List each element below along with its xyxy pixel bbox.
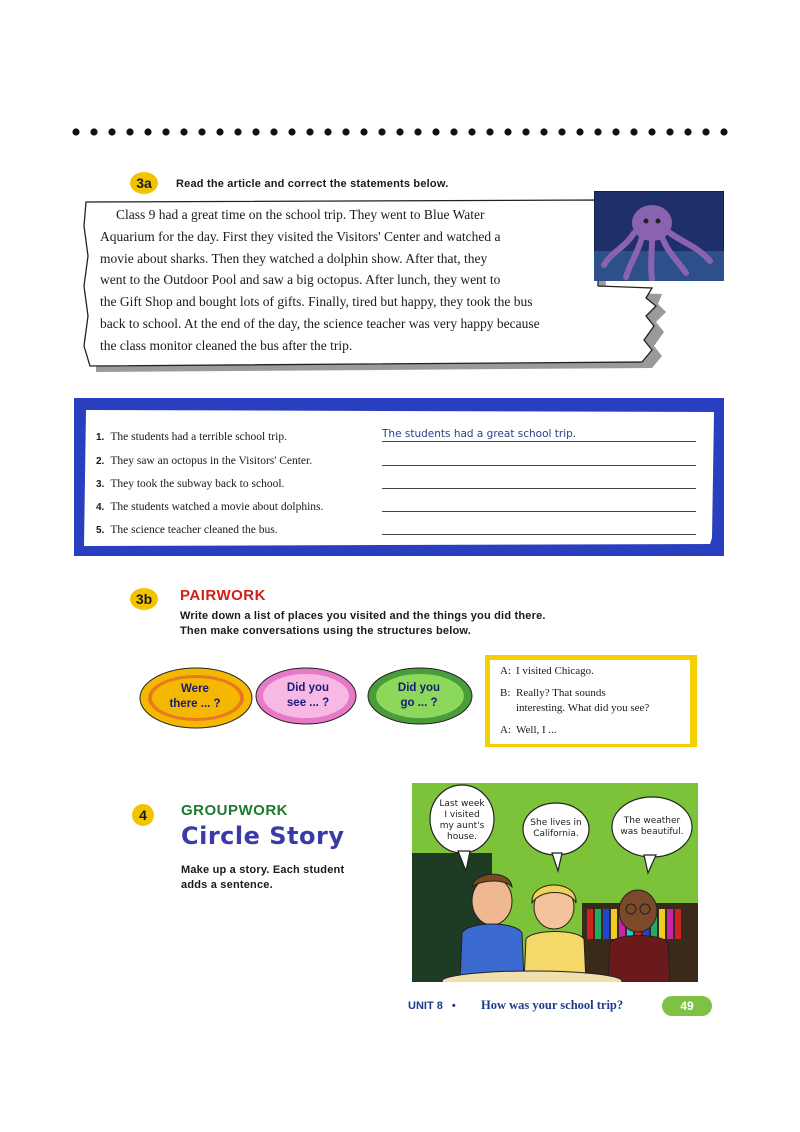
section-3b-instruction-1: Write down a list of places you visited and the things you did there. <box>180 610 546 622</box>
footer-bullet: • <box>451 1000 456 1012</box>
circle-story-title: Circle Story <box>181 822 345 850</box>
groupwork-heading: GROUPWORK <box>181 802 288 819</box>
article-text <box>100 204 660 357</box>
section-3a-instruction: Read the article and correct the statements below. <box>176 178 449 190</box>
speech-line: California. <box>533 829 579 839</box>
speech-line: my aunt's <box>439 821 485 831</box>
dotted-divider <box>70 124 730 140</box>
section-4-instruction-2: adds a sentence. <box>181 879 273 891</box>
article-line: the class monitor cleaned the bus after the trip. <box>100 337 353 353</box>
bubble-line: see ... ? <box>286 697 330 709</box>
answer-line-1[interactable] <box>382 441 696 442</box>
speech-line: was beautiful. <box>620 827 684 837</box>
statement-number: 3. <box>96 479 105 490</box>
section-4-instruction-1: Make up a story. Each student <box>181 864 345 876</box>
speaker-label: A: <box>500 665 511 677</box>
section-badge-3b: 3b <box>130 588 158 610</box>
bubble-did-you-go <box>374 681 464 711</box>
dialog-text: Really? That sounds <box>516 687 606 699</box>
section-badge-4: 4 <box>132 804 154 826</box>
article-line: went to the Outdoor Pool and saw a big octopus. After lunch, they went to <box>100 272 501 288</box>
answer-1[interactable]: The students had a great school trip. <box>382 428 577 440</box>
footer-title: How was your school trip? <box>481 998 624 1012</box>
bubble-line: there ... ? <box>169 698 221 710</box>
pairwork-heading: PAIRWORK <box>180 587 266 604</box>
dialog-text: interesting. What did you see? <box>516 702 650 714</box>
classroom-cartoon <box>412 783 698 982</box>
answer-line-5[interactable] <box>382 534 696 535</box>
section-3b-instruction-2: Then make conversations using the structures below. <box>180 625 471 637</box>
section-badge-3a: 3a <box>130 172 158 194</box>
article-line: Class 9 had a great time on the school trip. They went to Blue Water <box>116 207 485 222</box>
dialog-text: Well, I ... <box>516 724 557 736</box>
statement-number: 1. <box>96 432 105 443</box>
speech-line: house. <box>446 832 477 842</box>
speech-line: Last week <box>439 799 485 809</box>
statement-number: 5. <box>96 525 105 536</box>
statement-number: 4. <box>96 502 105 513</box>
speech-line: I visited <box>444 810 480 820</box>
statement-1 <box>96 431 287 443</box>
bubble-did-you-see <box>263 681 353 711</box>
bubble-line: Did you <box>397 682 441 694</box>
speaker-label: B: <box>500 687 511 699</box>
statement-text: The students watched a movie about dolphins. <box>110 501 324 513</box>
statement-4 <box>96 501 323 513</box>
bubble-line: go ... ? <box>400 697 438 709</box>
speech-bubble-1 <box>432 799 492 843</box>
article-line: Aquarium for the day. First they visited the Visitors' Center and watched a <box>100 228 501 244</box>
statement-5 <box>96 524 278 536</box>
speech-bubble-2 <box>522 818 590 840</box>
article-line: back to school. At the end of the day, the science teacher was very happy because <box>100 315 540 331</box>
statement-number: 2. <box>96 456 105 467</box>
unit-label: UNIT 8 <box>408 1000 443 1012</box>
speaker-label: A: <box>500 724 511 736</box>
bubble-line: Did you <box>286 682 330 694</box>
statement-text: They saw an octopus in the Visitors' Center. <box>110 455 313 467</box>
dialog-line-a1 <box>500 664 594 679</box>
speech-line: She lives in <box>530 818 582 828</box>
statement-3 <box>96 478 284 490</box>
speech-line: The weather <box>623 816 681 826</box>
bubble-were-there <box>150 682 240 712</box>
answer-line-3[interactable] <box>382 488 696 489</box>
statement-text: The science teacher cleaned the bus. <box>110 524 278 536</box>
article-line: the Gift Shop and bought lots of gifts. Finally, tired but happy, they took the bus <box>100 294 533 310</box>
dialog-text: I visited Chicago. <box>516 665 594 677</box>
article-line: movie about sharks. Then they watched a dolphin show. After that, they <box>100 250 488 266</box>
dialog-line-b <box>500 686 649 716</box>
statement-text: They took the subway back to school. <box>110 478 285 490</box>
answer-line-2[interactable] <box>382 465 696 466</box>
statement-text: The students had a terrible school trip. <box>110 431 287 443</box>
page-number: 49 <box>662 996 712 1016</box>
answer-line-4[interactable] <box>382 511 696 512</box>
statement-2 <box>96 455 312 467</box>
dialog-line-a2 <box>500 723 557 738</box>
footer-unit <box>408 1000 456 1012</box>
bubble-line: Were <box>181 683 209 695</box>
speech-bubble-3 <box>612 816 692 838</box>
